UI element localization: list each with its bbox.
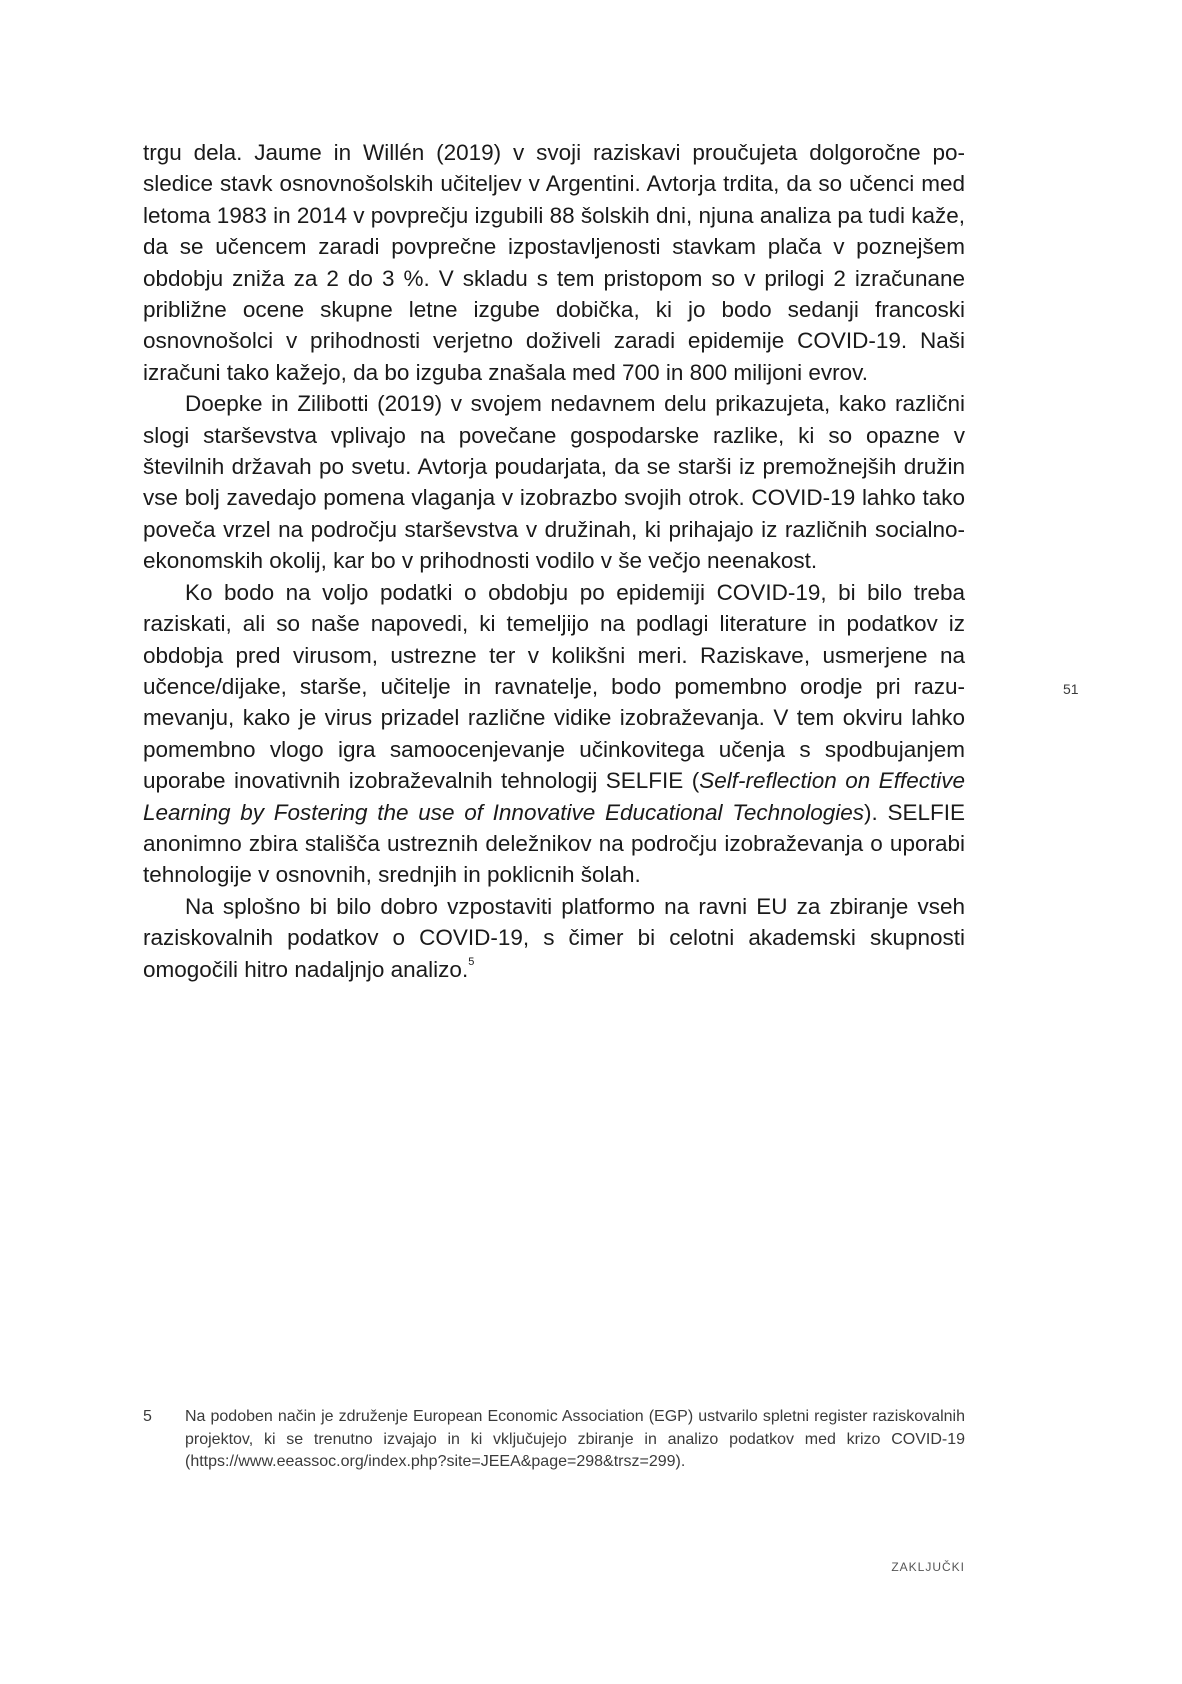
page-number: 51: [1063, 681, 1079, 697]
footnote-number: 5: [143, 1408, 152, 1425]
paragraph-3-italic-title: Self-reflection on Effective Learning by Fostering the use of Innovative Educational Technologies: [143, 768, 965, 825]
paragraph-4: [143, 891, 965, 985]
paragraph-2: Doepke in Zilibotti (2019) v svojem nedavnem delu prikazujeta, kako različni slogi starševstva vplivajo na povečane gospodarske razlike, ki so opazne v številnih državah po svetu. Avtorja poudarjata, da se starši iz premožnejših družin vse bolj zavedajo pomena vlaganja v izobrazbo svojih otrok. COVID-19 lahko tako poveča vrzel na področju starševstva v družinah, ki prihajajo iz različnih socialno-ekonomskih okolij, kar bo v prihodnosti vodilo v še večjo neenakost.: [143, 391, 965, 574]
footnote-reference[interactable]: 5: [468, 955, 475, 968]
body-text: [143, 137, 965, 985]
footnote: [143, 1406, 965, 1474]
paragraph-4-text: Na splošno bi bilo dobro vzpostaviti platformo na ravni EU za zbiranje vseh raziskovalnih podatkov o COVID-19, s čimer bi celotni akademski skupnosti omogočili hitro nadaljnjo analizo.: [143, 893, 965, 982]
paragraph-3-text: Ko bodo na voljo podatki o obdobju po epidemiji COVID-19, bi bilo treba raziskati, ali so naše napovedi, ki temeljijo na podlagi literature in podatkov iz obdobja pred virusom, ustrezne ter v kolikšni meri. Raziskave, usmerjene na učence/dijake, starše, učitelje in ravnatelje, bodo pomembno orodje pri razumevanju, kako je virus prizadel različne vidike izobraževanja. V tem okviru lahko pomembno vlogo igra samoocenjevanje učinkovitega učenja s spodbujanjem uporabe inovativnih izobraževalnih tehnologij SELFIE (: [143, 579, 965, 794]
paragraph-3: [143, 577, 965, 891]
footnote-text: Na podoben način je združenje European Economic Association (EGP) ustvarilo spletni register raziskovalnih projektov, ki se trenutno izvajajo in ki vključujejo zbiranje in analizo podatkov med krizo COVID-19 (https://www.eeassoc.org/index.php?site=JEEA&page=298&trsz=299).: [185, 1408, 965, 1470]
paragraph-3-text-end: ). SELFIE anonimno zbira stališča ustreznih deležnikov na področju izobraževanja o uporabi tehnologije v osnovnih, srednjih in poklicnih šolah.: [143, 799, 965, 888]
running-footer: ZAKLJUČKI: [891, 1560, 965, 1574]
paragraph-1: trgu dela. Jaume in Willén (2019) v svoji raziskavi proučujeta dolgoročne posledice stavk osnovnošolskih učiteljev v Argentini. Avtorja trdita, da so učenci med letoma 1983 in 2014 v povprečju izgubili 88 šolskih dni, njuna analiza pa tudi kaže, da se učencem zaradi povprečne izpostavljenosti stavkam plača v poznejšem obdobju zniža za 2 do 3 %. V skladu s tem pristopom so v prilogi 2 izračunane približne ocene skupne letne izgube dobička, ki jo bodo sedanji francoski osnovnošolci v prihodnosti verjetno doživeli zaradi epidemije COVID-19. Naši izračuni tako kažejo, da bo izguba znašala med 700 in 800 milijoni evrov.: [143, 140, 965, 385]
